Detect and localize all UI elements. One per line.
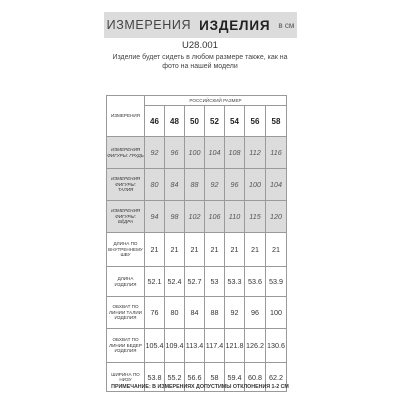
size-header-cell: 50	[185, 106, 205, 137]
header-item-word: ИЗДЕЛИЯ	[199, 17, 271, 33]
table-cell: 104	[266, 169, 287, 201]
table-cell: 53.9	[266, 267, 287, 297]
table-cell: 21	[145, 233, 165, 267]
table-cell: 84	[165, 169, 185, 201]
table-row	[107, 329, 287, 363]
table-cell: 100	[245, 169, 266, 201]
table-cell: 105.4	[145, 329, 165, 363]
fit-note: Изделие будет сидеть в любом размере также, как на фото на нашей модели	[112, 54, 288, 70]
header-measure-word: ИЗМЕРЕНИЯ	[106, 18, 192, 32]
table-row	[107, 297, 287, 329]
table-cell: 98	[165, 201, 185, 233]
table-cell: 80	[165, 297, 185, 329]
row-label: ДЛИНА ИЗДЕЛИЯ	[107, 267, 145, 297]
table-cell: 116	[266, 137, 287, 169]
table-cell: 84	[185, 297, 205, 329]
table-cell: 117.4	[205, 329, 225, 363]
table-cell: 21	[205, 233, 225, 267]
article-number: U28.001	[182, 40, 218, 51]
table-cell: 53.3	[225, 267, 245, 297]
table-header-row	[107, 96, 287, 106]
table-cell: 88	[185, 169, 205, 201]
table-cell: 58	[205, 363, 225, 392]
table-cell: 62.2	[266, 363, 287, 392]
table-cell: 115	[245, 201, 266, 233]
table-cell: 106	[205, 201, 225, 233]
row-label: ИЗМЕРЕНИЯ ФИГУРЫ: ТАЛИЯ	[107, 169, 145, 201]
corner-label: ИЗМЕРЕНИЯ	[107, 96, 145, 137]
table-cell: 113.4	[185, 329, 205, 363]
row-label: ШИРИНА ПО НИЗУ	[107, 363, 145, 392]
table-cell: 53.6	[245, 267, 266, 297]
table-cell: 52.1	[145, 267, 165, 297]
table-cell: 92	[205, 169, 225, 201]
table-cell: 102	[185, 201, 205, 233]
deviation-note: ПРИМЕЧАНИЕ: В ИЗМЕРЕНИЯХ ДОПУСТИМЫ ОТКЛОНЕНИЯ 1-2 СМ	[111, 384, 289, 390]
table-cell: 52.4	[165, 267, 185, 297]
table-cell: 100	[185, 137, 205, 169]
table-cell: 52.7	[185, 267, 205, 297]
table-cell: 21	[245, 233, 266, 267]
row-label: ИЗМЕРЕНИЯ ФИГУРЫ: ГРУДЬ	[107, 137, 145, 169]
table-cell: 76	[145, 297, 165, 329]
table-row	[107, 169, 287, 201]
russian-size-header: РОССИЙСКИЙ РАЗМЕР	[145, 96, 287, 106]
size-header-cell: 48	[165, 106, 185, 137]
table-row	[107, 233, 287, 267]
table-row	[107, 137, 287, 169]
table-row	[107, 267, 287, 297]
row-label: ДЛИНА ПО ВНУТРЕННЕМУ ШВУ	[107, 233, 145, 267]
table-cell: 60.8	[245, 363, 266, 392]
table-cell: 112	[245, 137, 266, 169]
table-cell: 88	[205, 297, 225, 329]
table-cell: 110	[225, 201, 245, 233]
table-cell: 100	[266, 297, 287, 329]
table-cell: 96	[165, 137, 185, 169]
table-cell: 121.8	[225, 329, 245, 363]
table-cell: 92	[145, 137, 165, 169]
table-cell: 120	[266, 201, 287, 233]
table-cell: 80	[145, 169, 165, 201]
table-cell: 126.2	[245, 329, 266, 363]
size-header-cell: 54	[225, 106, 245, 137]
table-cell: 21	[266, 233, 287, 267]
header-band	[104, 12, 297, 38]
table-cell: 56.6	[185, 363, 205, 392]
row-label: ОБХВАТ ПО ЛИНИИ ТАЛИИ ИЗДЕЛИЯ	[107, 297, 145, 329]
table-cell: 21	[185, 233, 205, 267]
table-row	[107, 201, 287, 233]
table-cell: 108	[225, 137, 245, 169]
table-cell: 104	[205, 137, 225, 169]
row-label: ОБХВАТ ПО ЛИНИИ БЕДЕР ИЗДЕЛИЯ	[107, 329, 145, 363]
header-unit: в см	[278, 20, 295, 30]
table-cell: 21	[225, 233, 245, 267]
size-table	[106, 95, 287, 392]
table-cell: 130.6	[266, 329, 287, 363]
size-header-cell: 46	[145, 106, 165, 137]
table-cell: 92	[225, 297, 245, 329]
table-cell: 59.4	[225, 363, 245, 392]
row-label: ИЗМЕРЕНИЯ ФИГУРЫ: БЁДРА	[107, 201, 145, 233]
table-cell: 53.8	[145, 363, 165, 392]
table-cell: 53	[205, 267, 225, 297]
table-cell: 55.2	[165, 363, 185, 392]
size-table-body	[107, 96, 287, 392]
size-header-cell: 58	[266, 106, 287, 137]
table-cell: 109.4	[165, 329, 185, 363]
table-cell: 96	[245, 297, 266, 329]
size-header-cell: 56	[245, 106, 266, 137]
size-header-cell: 52	[205, 106, 225, 137]
table-cell: 96	[225, 169, 245, 201]
table-cell: 21	[165, 233, 185, 267]
table-cell: 94	[145, 201, 165, 233]
